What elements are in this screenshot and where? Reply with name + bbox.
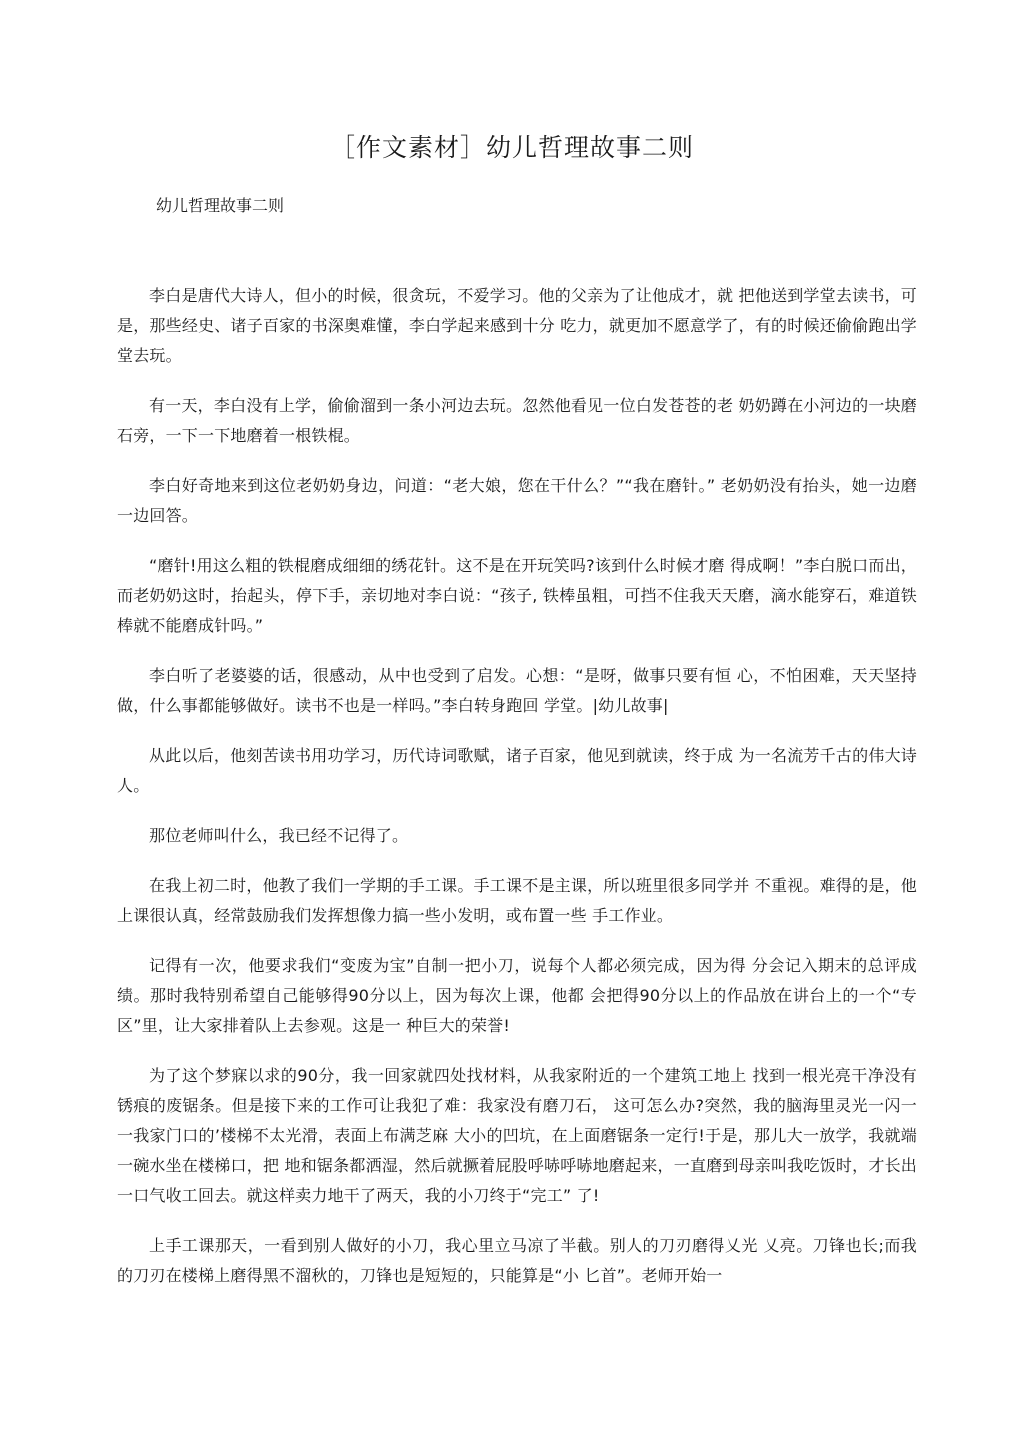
- paragraph: “磨针!用这么粗的铁棍磨成细细的绣花针。这不是在开玩笑吗?该到什么时候才磨 得成啊！”李白脱口而出，而老奶奶这时，抬起头，停下手，亲切地对李白说：“孩子, 铁棒虽粗，可挡不住我天天磨，滴水能穿石，难道铁棒就不能磨成针吗。”: [117, 556, 917, 635]
- paragraph: 上手工课那天，一看到别人做好的小刀，我心里立马凉了半截。别人的刀刃磨得乂光 乂亮。刀锋也长;而我的刀刃在楼梯上磨得黑不溜秋的，刀锋也是短短的，只能算是“小 匕首”。老师开始一: [117, 1236, 917, 1285]
- paragraph: 有一天，李白没有上学，偷偷溜到一条小河边去玩。忽然他看见一位白发苍苍的老 奶奶蹲在小河边的一块磨石旁，一下一下地磨着一根铁棍。: [117, 396, 917, 445]
- paragraph: 李白听了老婆婆的话，很感动，从中也受到了启发。心想：“是呀，做事只要有恒 心，不怕困难，天天坚持做，什么事都能够做好。读书不也是一样吗。”李白转身跑回 学堂。|幼儿故事|: [117, 666, 917, 715]
- document-title: ［作文素材］幼儿哲理故事二则: [329, 133, 694, 162]
- paragraph: 记得有一次，他要求我们“变废为宝”自制一把小刀，说每个人都必须完成，因为得 分会记入期末的总评成绩。那时我特别希望自己能够得90分以上，因为每次上课，他都 会把得90分以上的作品放在讲台上的一个“专区”里，让大家排着队上去参观。这是一 种巨大的荣誉!: [117, 956, 917, 1035]
- paragraph: 从此以后，他刻苦读书用功学习，历代诗词歌赋，诸子百家，他见到就读，终于成 为一名流芳千古的伟大诗人。: [117, 746, 917, 795]
- paragraph: 李白好奇地来到这位老奶奶身边，问道：“老大娘，您在干什么？”“我在磨针。” 老奶奶没有抬头，她一边磨一边回答。: [117, 476, 917, 525]
- paragraph: 在我上初二时，他教了我们一学期的手工课。手工课不是主课，所以班里很多同学并 不重视。难得的是，他上课很认真，经常鼓励我们发挥想像力搞一些小发明，或布置一些 手工作业。: [117, 876, 917, 925]
- paragraph: 为了这个梦寐以求的90分，我一回家就四处找材料，从我家附近的一个建筑工地上 找到一根光亮干净没有锈痕的废锯条。但是接下来的工作可让我犯了难：我家没有磨刀石， 这可怎么办?突然，我的脑海里灵光一闪一一我家门口的’楼梯不太光滑，表面上布满芝麻 大小的凹坑，在上面磨锯条一定行!于是，那儿大一放学，我就端一碗水坐在楼梯口，把 地和锯条都洒湿，然后就撅着屁股呼哧呼哧地磨起来，一直磨到母亲叫我吃饭时，才长出 一口气收工回去。就这样卖力地干了两天，我的小刀终于“完工” 了!: [117, 1066, 917, 1205]
- paragraph: 李白是唐代大诗人，但小的时候，很贪玩，不爱学习。他的父亲为了让他成才，就 把他送到学堂去读书，可是，那些经史、诸子百家的书深奥难懂，李白学起来感到十分 吃力，就更加不愿意学了，有的时候还偷偷跑出学堂去玩。: [117, 286, 917, 365]
- paragraph: 那位老师叫什么，我已经不记得了。: [149, 826, 409, 845]
- document-subtitle: 幼儿哲理故事二则: [156, 196, 285, 215]
- document-body: [117, 281, 917, 1311]
